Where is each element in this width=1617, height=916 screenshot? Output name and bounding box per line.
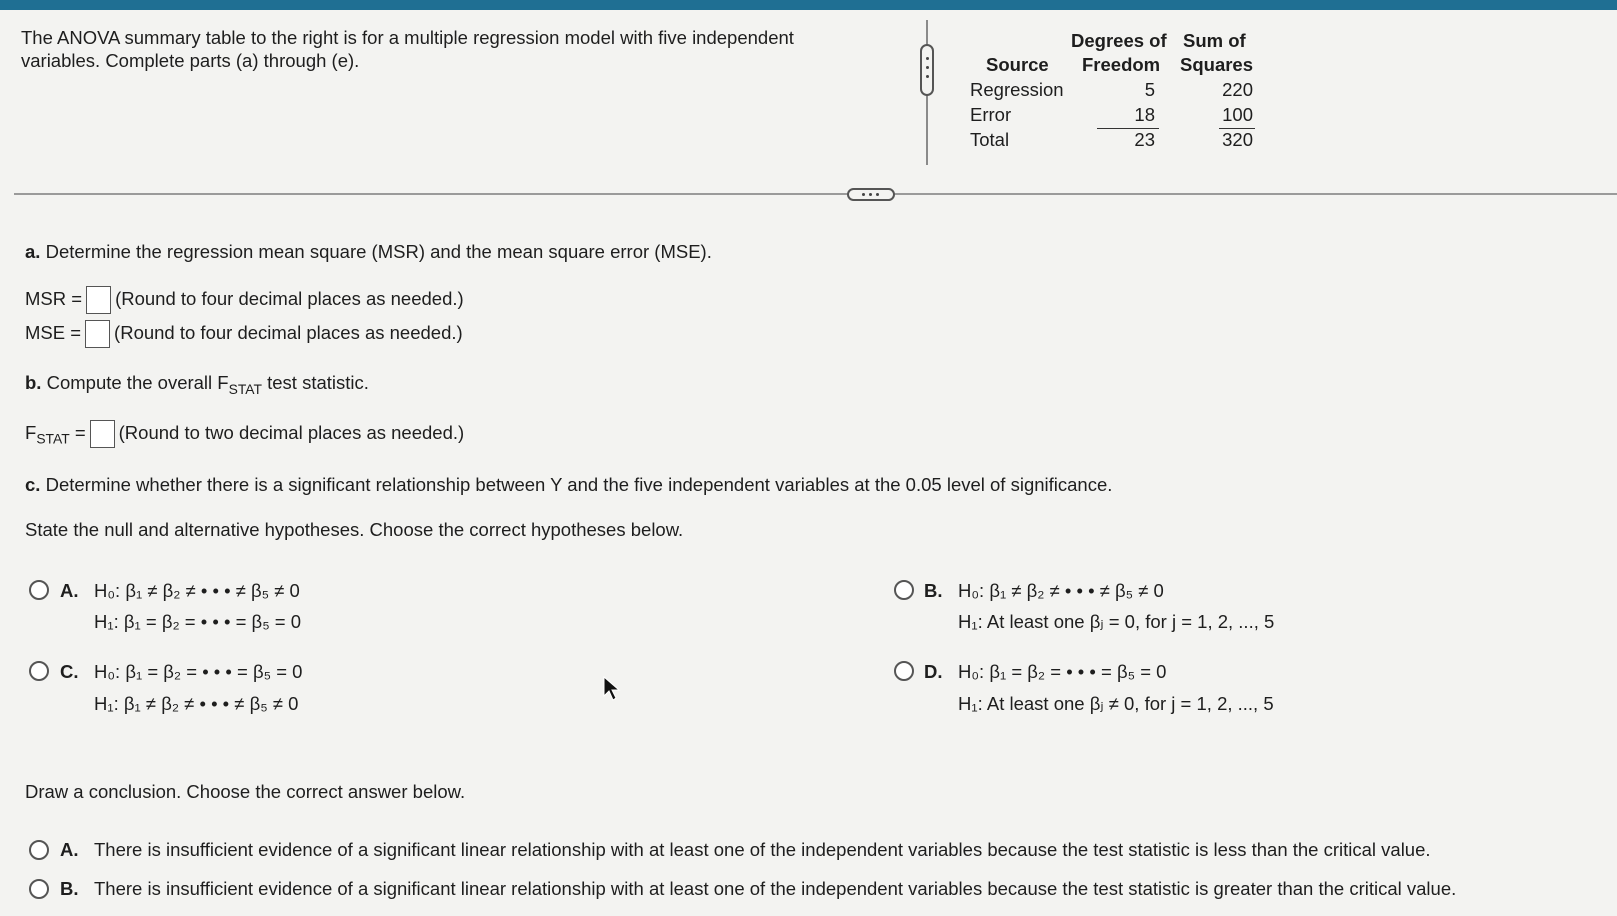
msr-row: [25, 286, 464, 314]
msr-label: MSR =: [25, 287, 83, 309]
mse-label: MSE =: [25, 321, 82, 343]
part-a-prompt: a. Determine the regression mean square (MSR) and the mean square error (MSE).: [25, 241, 712, 262]
hyp-option-d-radio[interactable]: [894, 661, 914, 681]
conclusion-option-b-radio[interactable]: [29, 879, 49, 899]
mse-input[interactable]: [85, 320, 110, 348]
hyp-option-c-h0: H₀: β₁ = β₂ = • • • = β₅ = 0: [94, 661, 303, 682]
source-header: Source: [986, 54, 1049, 75]
ss-header-line1: Sum of: [1183, 30, 1246, 51]
row-error-source: Error: [970, 104, 1012, 125]
row-regression-df: 5: [1144, 79, 1155, 100]
fstat-hint: (Round to two decimal places as needed.): [118, 421, 465, 443]
msr-input[interactable]: [86, 286, 111, 314]
fstat-input[interactable]: [90, 420, 115, 448]
df-header-line1: Degrees of: [1071, 30, 1167, 51]
horizontal-resize-handle[interactable]: [847, 188, 895, 201]
hyp-option-c-letter: C.: [60, 661, 79, 682]
conclusion-option-a-letter: A.: [60, 839, 79, 860]
row-total-source: Total: [970, 129, 1010, 150]
hyp-option-b-h1: H₁: At least one βⱼ = 0, for j = 1, 2, ..., 5: [958, 611, 1275, 632]
conclusion-option-a-text: There is insufficient evidence of a significant linear relationship with at least one of the independent variables because the test statistic is less than the critical value.: [94, 839, 1431, 860]
hyp-option-d-letter: D.: [924, 661, 943, 682]
conclusion-option-a-radio[interactable]: [29, 840, 49, 860]
conclusion-option-b-letter: B.: [60, 878, 79, 899]
hyp-option-a-h1: H₁: β₁ = β₂ = • • • = β₅ = 0: [94, 611, 302, 632]
hyp-option-d-h0: H₀: β₁ = β₂ = • • • = β₅ = 0: [958, 661, 1167, 682]
mse-hint: (Round to four decimal places as needed.): [114, 321, 463, 343]
row-regression-ss: 220: [1222, 79, 1253, 100]
vertical-resize-handle[interactable]: [920, 44, 934, 96]
conclusion-prompt: Draw a conclusion. Choose the correct answer below.: [25, 781, 466, 802]
hyp-option-c-h1: H₁: β₁ ≠ β₂ ≠ • • • ≠ β₅ ≠ 0: [94, 693, 299, 714]
ss-header-line2: Squares: [1180, 54, 1254, 75]
df-header-line2: Freedom: [1082, 54, 1161, 75]
row-regression-source: Regression: [970, 79, 1064, 100]
hyp-option-b-h0: H₀: β₁ ≠ β₂ ≠ • • • ≠ β₅ ≠ 0: [958, 580, 1164, 601]
hyp-option-b-letter: B.: [924, 580, 943, 601]
hyp-option-b-radio[interactable]: [894, 580, 914, 600]
horizontal-divider: [14, 193, 1617, 195]
hyp-option-a-letter: A.: [60, 580, 79, 601]
fstat-row: $F_{STAT}$ = (Round to two decimal places as needed.): [25, 421, 465, 447]
part-c-prompt: c. Determine whether there is a significant relationship between Y and the five independent variables at the 0.05 level of significance.: [25, 474, 1113, 495]
top-accent-bar: [0, 0, 1617, 10]
mse-row: [25, 320, 463, 348]
row-error-ss: 100: [1222, 104, 1253, 125]
hyp-option-a-radio[interactable]: [29, 580, 49, 600]
conclusion-option-b-text: There is insufficient evidence of a significant linear relationship with at least one of the independent variables because the test statistic is greater than the critical value.: [94, 878, 1457, 899]
hyp-option-c-radio[interactable]: [29, 661, 49, 681]
fstat-label: F: [25, 421, 37, 443]
intro-text: The ANOVA summary table to the right is for a multiple regression model with five independent variables. Complete parts (a) through (e).: [21, 27, 794, 71]
msr-hint: (Round to four decimal places as needed.): [115, 287, 464, 309]
hyp-option-a-h0: H₀: β₁ ≠ β₂ ≠ • • • ≠ β₅ ≠ 0: [94, 580, 300, 601]
row-total-ss: 320: [1222, 129, 1253, 150]
mouse-cursor-icon: [603, 676, 621, 702]
row-total-df: 23: [1134, 129, 1155, 150]
hypotheses-prompt: State the null and alternative hypotheses. Choose the correct hypotheses below.: [25, 519, 684, 540]
part-b-prompt: b. Compute the overall $F_{STAT}$ test statistic.: [25, 372, 369, 397]
row-error-df: 18: [1134, 104, 1155, 125]
hyp-option-d-h1: H₁: At least one βⱼ ≠ 0, for j = 1, 2, ..., 5: [958, 693, 1274, 714]
